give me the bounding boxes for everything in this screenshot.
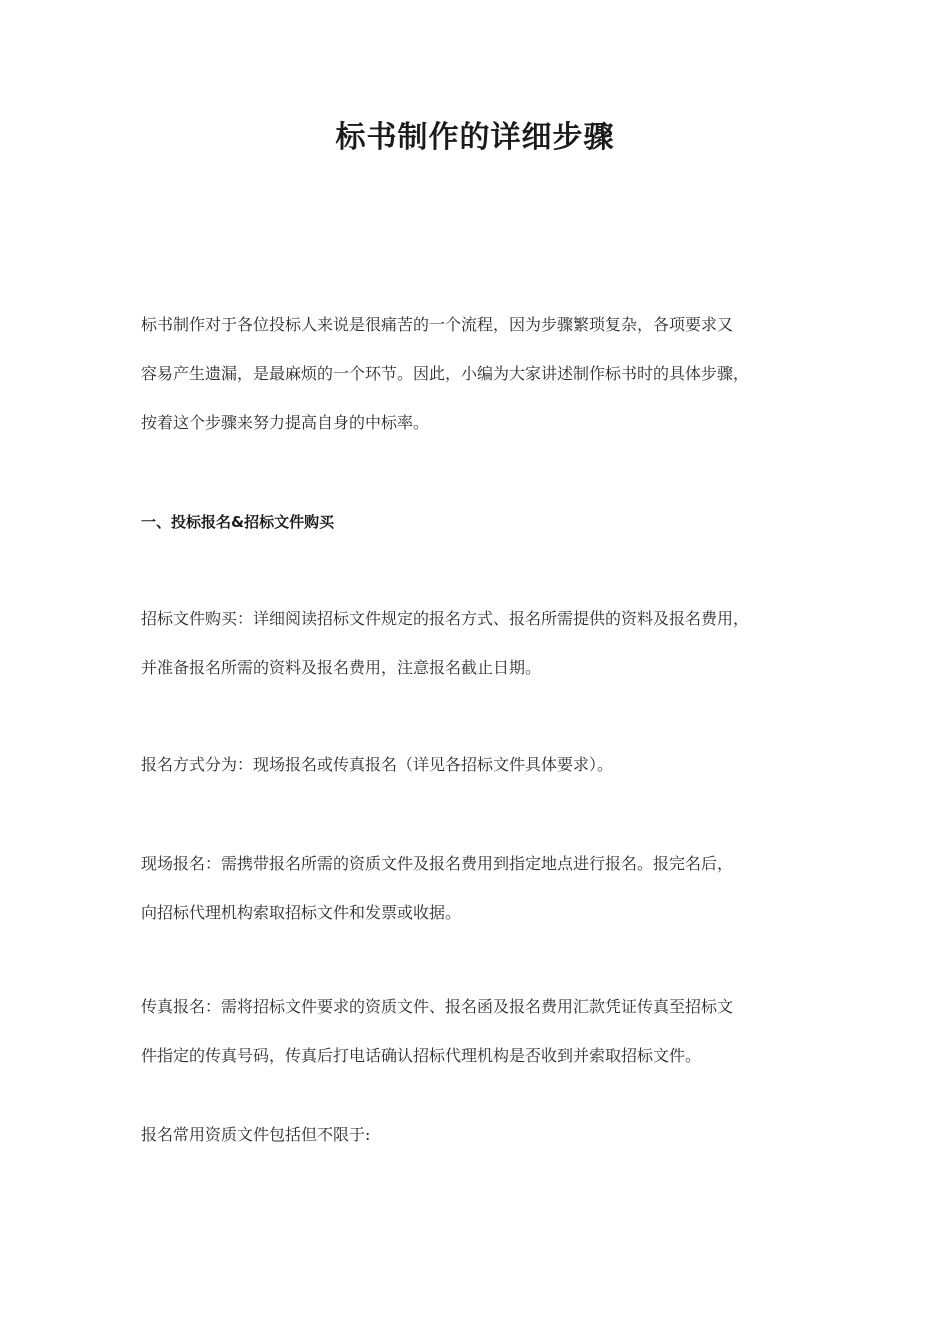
registration-methods-paragraph xyxy=(141,740,826,789)
methods-line: 报名方式分为：现场报名或传真报名（详见各招标文件具体要求）。 xyxy=(141,755,614,774)
intro-line: 按着这个步骤来努力提高自身的中标率。 xyxy=(141,413,430,432)
document-title: 标书制作的详细步骤 xyxy=(335,120,615,155)
purchase-paragraph xyxy=(141,594,826,692)
docs-line: 报名常用资质文件包括但不限于: xyxy=(141,1125,371,1144)
intro-line: 容易产生遗漏，是最麻烦的一个环节。因此，小编为大家讲述制作标书时的具体步骤， xyxy=(141,364,750,383)
purchase-line: 招标文件购买：详细阅读招标文件规定的报名方式、报名所需提供的资料及报名费用， xyxy=(141,609,750,628)
fax-registration-paragraph xyxy=(141,982,826,1080)
onsite-line: 向招标代理机构索取招标文件和发票或收据。 xyxy=(141,903,462,922)
fax-line: 件指定的传真号码，传真后打电话确认招标代理机构是否收到并索取招标文件。 xyxy=(141,1046,702,1065)
fax-line: 传真报名：需将招标文件要求的资质文件、报名函及报名费用汇款凭证传真至招标文 xyxy=(141,997,734,1016)
section-heading-registration: 一、投标报名&招标文件购买 xyxy=(141,513,335,531)
onsite-line: 现场报名：需携带报名所需的资质文件及报名费用到指定地点进行报名。报完名后， xyxy=(141,854,734,873)
purchase-line: 并准备报名所需的资料及报名费用，注意报名截止日期。 xyxy=(141,658,542,677)
intro-line: 标书制作对于各位投标人来说是很痛苦的一个流程，因为步骤繁琐复杂，各项要求又 xyxy=(141,315,734,334)
qualification-documents-paragraph xyxy=(141,1110,826,1159)
onsite-registration-paragraph xyxy=(141,839,826,937)
intro-paragraph xyxy=(141,300,826,447)
